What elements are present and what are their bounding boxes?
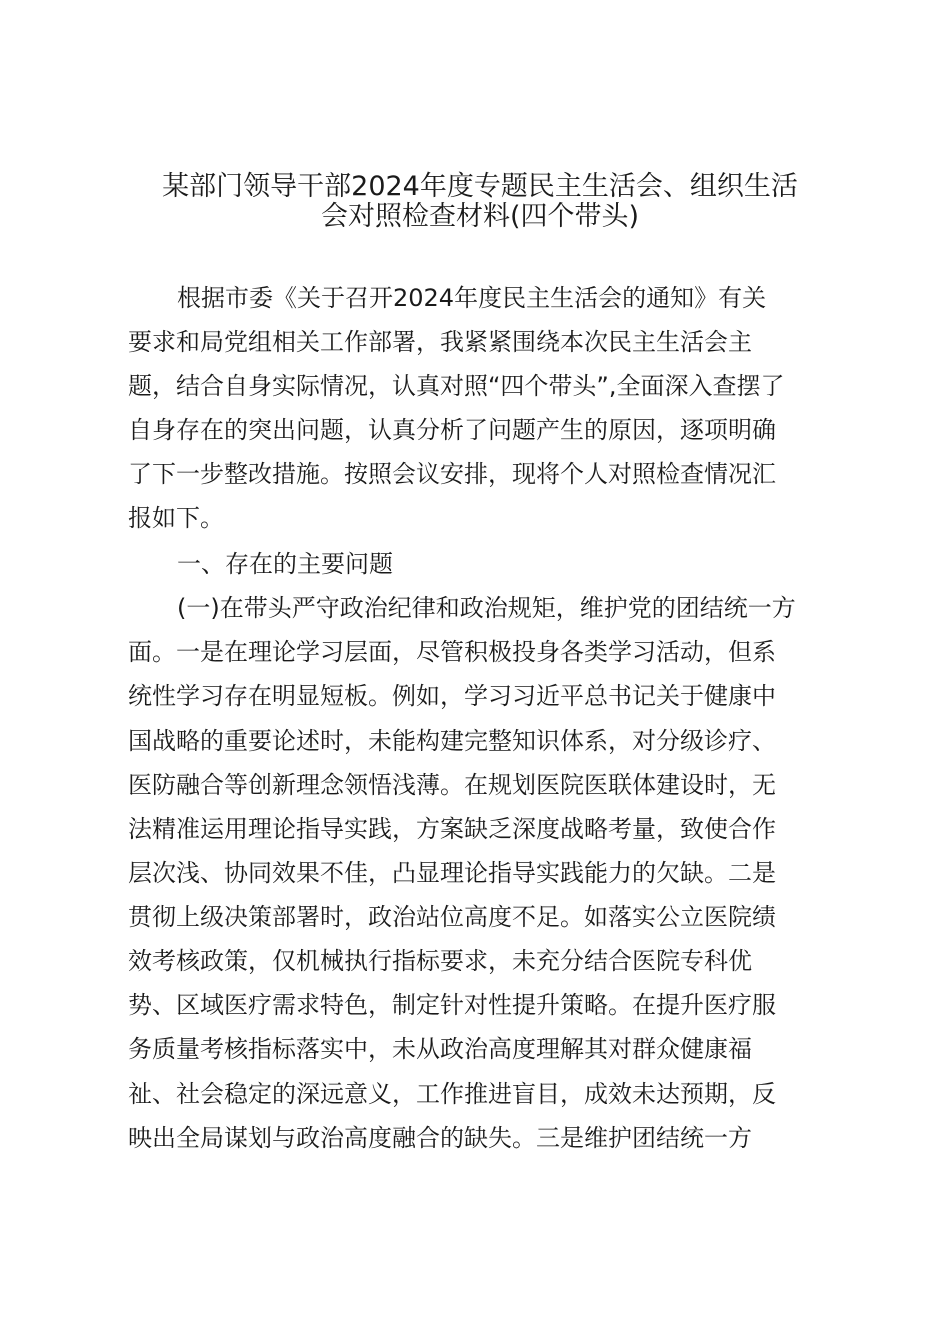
document-title-line-1: 某部门领导干部2024年度专题民主生活会、组织生活 (162, 171, 798, 202)
paragraph-line: 面。一是在理论学习层面，尽管积极投身各类学习活动，但系 (128, 638, 776, 666)
paragraph-line: 映出全局谋划与政治高度融合的缺失。三是维护团结统一方 (128, 1124, 752, 1152)
paragraph-line: 势、区域医疗需求特色，制定针对性提升策略。在提升医疗服 (128, 991, 776, 1019)
paragraph-line: 法精准运用理论指导实践，方案缺乏深度战略考量，致使合作 (128, 815, 776, 843)
paragraph-line: 题，结合自身实际情况，认真对照“四个带头”,全面深入查摆了 (128, 372, 785, 400)
paragraph-line: 自身存在的突出问题，认真分析了问题产生的原因，逐项明确 (128, 416, 776, 444)
paragraph-line: 报如下。 (128, 504, 224, 532)
document-title-line-2: 会对照检查材料(四个带头) (320, 201, 640, 232)
paragraph-line: 务质量考核指标落实中，未从政治高度理解其对群众健康福 (128, 1035, 752, 1063)
paragraph-line: 医防融合等创新理念领悟浅薄。在规划医院医联体建设时，无 (128, 771, 776, 799)
section-heading: 一、存在的主要问题 (177, 550, 393, 578)
paragraph-line: 了下一步整改措施。按照会议安排，现将个人对照检查情况汇 (128, 460, 776, 488)
paragraph-line: 贯彻上级决策部署时，政治站位高度不足。如落实公立医院绩 (128, 903, 776, 931)
paragraph-line: 层次浅、协同效果不佳，凸显理论指导实践能力的欠缺。二是 (128, 859, 776, 887)
paragraph-line: 效考核政策，仅机械执行指标要求，未充分结合医院专科优 (128, 947, 752, 975)
paragraph-line: 国战略的重要论述时，未能构建完整知识体系，对分级诊疗、 (128, 727, 776, 755)
paragraph-line: 要求和局党组相关工作部署，我紧紧围绕本次民主生活会主 (128, 328, 752, 356)
paragraph-line: 根据市委《关于召开2024年度民主生活会的通知》有关 (177, 284, 767, 312)
paragraph-line: 统性学习存在明显短板。例如，学习习近平总书记关于健康中 (128, 682, 776, 710)
paragraph-line: 祉、社会稳定的深远意义，工作推进盲目，成效未达预期，反 (128, 1080, 776, 1108)
paragraph-line: (一)在带头严守政治纪律和政治规矩，维护党的团结统一方 (177, 594, 796, 622)
